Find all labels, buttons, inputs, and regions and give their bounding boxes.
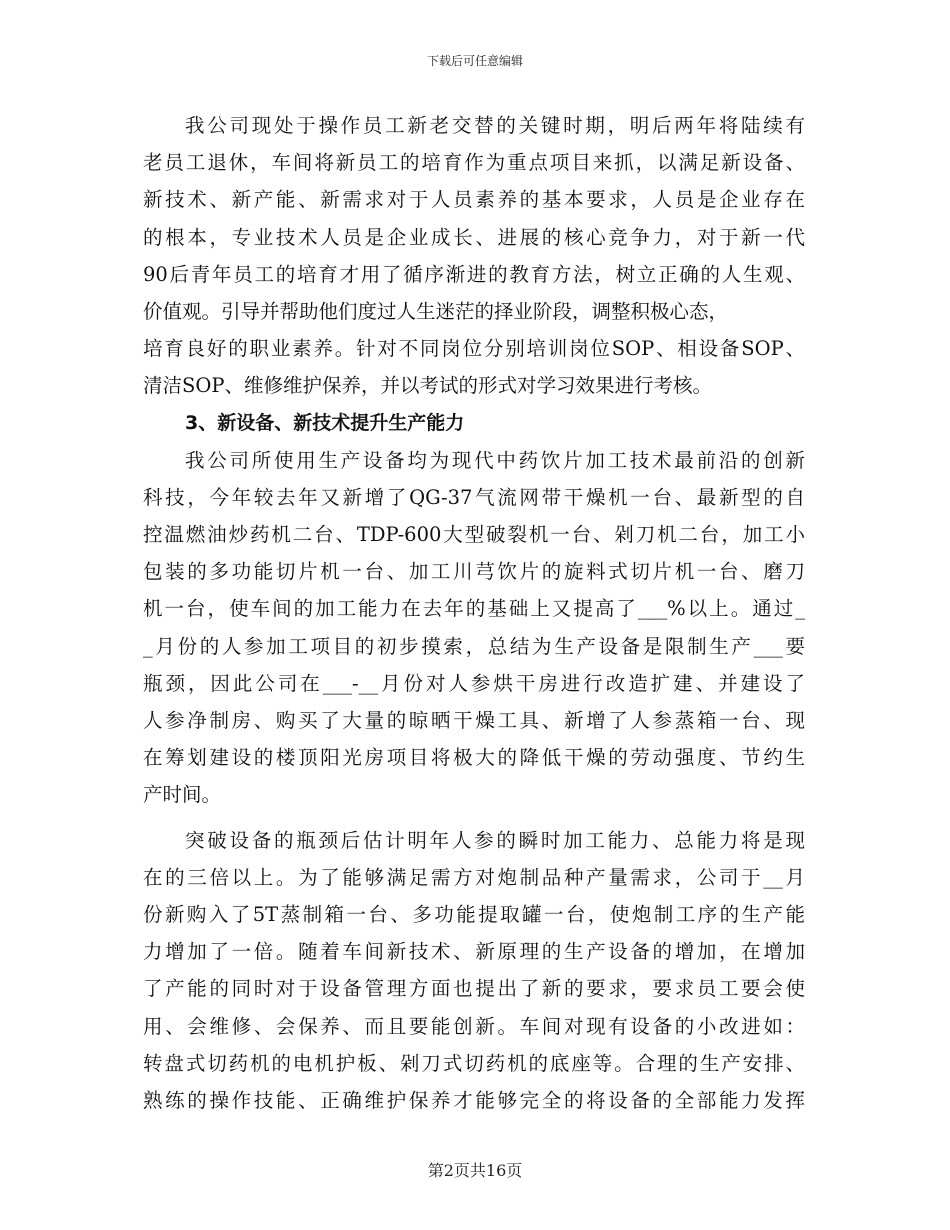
text-line: 机一台，使车间的加工能力在去年的基础上又提高了___%以上。通过_ — [143, 597, 805, 621]
text-line: 用、会维修、会保养、而且要能创新。车间对现有设备的小改进如： — [143, 1014, 805, 1038]
text-line: 份新购入了5T蒸制箱一台、多功能提取罐一台，使炮制工序的生产能 — [143, 902, 805, 926]
text-line: 的根本，专业技术人员是企业成长、进展的核心竞争力，对于新一代 — [143, 225, 805, 249]
text-line: 培育良好的职业素养。针对不同岗位分别培训岗位SOP、相设备SOP、 — [143, 337, 805, 361]
text-line: 控温燃油炒药机二台、TDP-600大型破裂机一台、剁刀机二台，加工小 — [143, 523, 805, 547]
paragraph-spacer — [143, 814, 805, 822]
page-header: 下载后可任意编辑 — [426, 54, 523, 68]
paragraph-new-equipment — [143, 442, 805, 814]
page-footer: 第2页共16页 — [427, 1161, 523, 1180]
text-line: 瓶颈，因此公司在___-__月份对人参烘干房进行改造扩建、并建设了 — [143, 671, 805, 695]
text-line: 包装的多功能切片机一台、加工川芎饮片的旋料式切片机一台、磨刀 — [143, 560, 805, 584]
text-line: 了产能的同时对于设备管理方面也提出了新的要求，要求员工要会使 — [143, 977, 805, 1001]
paragraph-bottleneck — [143, 822, 805, 1120]
text-line: 产时间。 — [143, 783, 222, 807]
text-line: 我公司现处于操作员工新老交替的关键时期，明后两年将陆续有 — [185, 114, 805, 137]
text-line: 力增加了一倍。随着车间新技术、新原理的生产设备的增加，在增加 — [143, 940, 805, 964]
document-body — [143, 107, 805, 1119]
text-line: 在的三倍以上。为了能够满足需方对炮制品种产量需求，公司于__月 — [143, 865, 805, 889]
paragraph-staff-training — [143, 107, 805, 405]
text-line: _月份的人参加工项目的初步摸索，总结为生产设备是限制生产___要 — [143, 634, 805, 658]
text-line: 新技术、新产能、新需求对于人员素养的基本要求，人员是企业存在 — [143, 188, 805, 212]
text-line: 在筹划建设的楼顶阳光房项目将极大的降低干燥的劳动强度、节约生 — [143, 746, 805, 770]
text-line: 我公司所使用生产设备均为现代中药饮片加工技术最前沿的创新 — [185, 448, 805, 472]
text-line: 熟练的操作技能、正确维护保养才能够完全的将设备的全部能力发挥 — [143, 1088, 805, 1112]
text-line: 老员工退休，车间将新员工的培育作为重点项目来抓，以满足新设备、 — [143, 151, 805, 175]
text-line: 人参净制房、购买了大量的晾晒干燥工具、新增了人参蒸箱一台、现 — [143, 709, 805, 732]
text-line: 科技，今年较去年又新增了QG-37气流网带干燥机一台、最新型的自 — [143, 485, 805, 509]
text-line: 突破设备的瓶颈后估计明年人参的瞬时加工能力、总能力将是现 — [185, 828, 805, 852]
text-line: 清洁SOP、维修维护保养，并以考试的形式对学习效果进行考核。 — [143, 374, 712, 398]
section-heading: 3、新设备、新技术提升生产能力 — [185, 411, 465, 434]
text-line: 价值观。引导并帮助他们度过人生迷茫的择业阶段，调整积极心态， — [143, 299, 729, 323]
text-line: 转盘式切药机的电机护板、剁刀式切药机的底座等。合理的生产安排、 — [143, 1051, 805, 1075]
text-line: 90后青年员工的培育才用了循序渐进的教育方法，树立正确的人生观、 — [143, 262, 805, 286]
